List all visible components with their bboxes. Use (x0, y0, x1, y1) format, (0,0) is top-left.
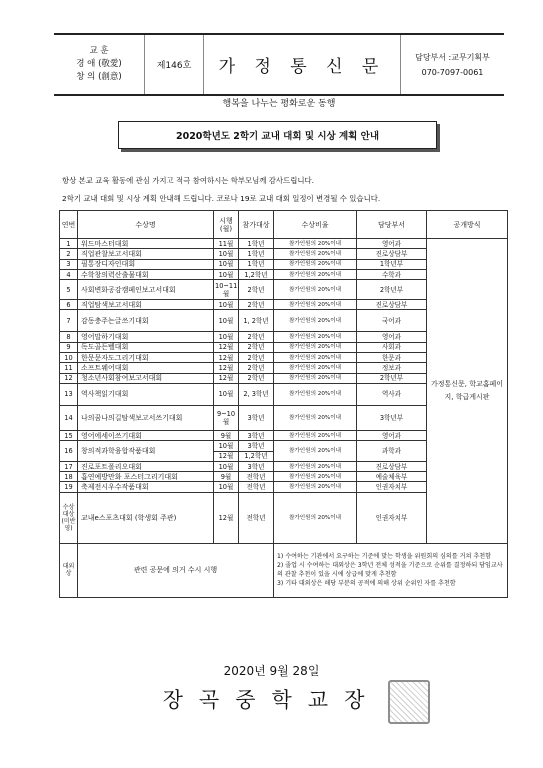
cell-number: 11 (60, 363, 78, 373)
cell-award-name: 사회변화공감캠페인보고서대회 (78, 280, 214, 300)
cell-award-name: 수학창의력산출물대회 (78, 269, 214, 279)
cell-department: 과학과 (357, 441, 427, 462)
official-seal-icon (388, 680, 430, 724)
cell-number: 6 (60, 300, 78, 310)
cell-number: 4 (60, 269, 78, 279)
cell-department: 영어과 (357, 332, 427, 342)
cell-department: 역사과 (357, 383, 427, 405)
cell-target: 2, 3학년 (239, 383, 274, 405)
motto-line: 교 훈 (89, 46, 109, 56)
school-principal: 장곡중학교장 (162, 688, 381, 712)
cell-rate: 참가인원의 20%이내 (274, 332, 357, 342)
cell-target: 1,2학년 (239, 269, 274, 279)
newsletter-title: 가 정 통 신 문 (204, 35, 401, 94)
cell-award-name: 직업관찰보고서대회 (78, 249, 214, 259)
intro-paragraph: 2학기 교내 대회 및 시상 계획 안내해 드립니다. 코로나 19로 교내 대회 일정이 변경될 수 있습니다. (62, 194, 381, 203)
slogan: 행복을 나누는 평화로운 동행 (222, 99, 336, 109)
cell-external-text: 관련 공문에 의거 수시 시행 (78, 543, 274, 597)
cell-department: 진로상담부 (357, 300, 427, 310)
cell-number: 9 (60, 342, 78, 352)
cell-number: 15 (60, 430, 78, 440)
cell-rate: 참가인원의 20%이내 (274, 259, 357, 269)
cell-department: 2학년부 (357, 280, 427, 300)
cell-month: 12월 (214, 451, 239, 461)
cell-rate: 참가인원의 20%이내 (274, 239, 357, 249)
motto-line: 경 애 (敬愛) (76, 59, 122, 69)
department-phone: 070-7097-0061 (421, 67, 484, 77)
cell-external-label: 대외상 (60, 543, 78, 597)
cell-award-name: 청소년사회참여보고서대회 (78, 373, 214, 383)
cell-month: 10~11월 (215, 281, 238, 298)
cell-award-name: 직업탐색보고서대회 (78, 300, 214, 310)
cell-award-name: 감동충주는글쓰기대회 (78, 310, 214, 332)
cell-number: 8 (60, 332, 78, 342)
note-line: 1) 수여하는 기관에서 요구하는 기준에 맞는 학생을 위원회의 심의를 거쳐 추천함 (277, 553, 491, 561)
cell-month: 10월 (214, 249, 239, 259)
intro-paragraph: 항상 본교 교육 활동에 관심 가지고 적극 참여하시는 학부모님께 감사드립니다. (62, 176, 314, 185)
cell-target: 1,2학년 (239, 451, 274, 461)
issue-date: 2020년 9월 28일 (223, 664, 320, 678)
award-schedule-table (59, 210, 508, 598)
table-header-row (60, 211, 508, 239)
cell-external-notes (274, 543, 508, 597)
cell-month: 10월 (214, 300, 239, 310)
cell-rate: 참가인원의 20%이내 (274, 482, 357, 492)
cell-rate: 참가인원의 20%이내 (274, 342, 357, 352)
cell-number: 7 (60, 310, 78, 332)
department-name: 담당부서 :교무기획부 (415, 52, 490, 62)
cell-department: 1학년부 (357, 259, 427, 269)
cell-award-name: 진로포트폴리오대회 (78, 461, 214, 471)
cell-award-name: 나의꿈나의길탐색보고서쓰기대회 (78, 405, 214, 430)
cell-rate: 참가인원의 20%이내 (274, 249, 357, 259)
department-info (401, 35, 504, 94)
cell-month: 9월 (214, 430, 239, 440)
cell-award-name: 축제전시우수작품대회 (78, 482, 214, 492)
cell-month: 9~10월 (214, 405, 239, 430)
cell-number: 14 (60, 405, 78, 430)
cell-month: 12월 (214, 363, 239, 373)
cell-award-name: 창의적과학융합작품대회 (78, 441, 214, 462)
cell-month: 10월 (214, 310, 239, 332)
cell-department: 영어과 (357, 430, 427, 440)
issue-number: 제146호 (145, 35, 204, 94)
cell-award-name: 흡연예방만화 포스터그리기대회 (78, 472, 214, 482)
cell-month: 12월 (214, 342, 239, 352)
cell-month: 12월 (214, 373, 239, 383)
header-rate: 수상비율 (274, 211, 357, 239)
header-target: 참가대상 (239, 211, 274, 239)
cell-department: 인권자치부 (357, 482, 427, 492)
cell-target: 3학년 (239, 405, 274, 430)
table-row (60, 239, 508, 249)
cell-rate: 참가인원의 20%이내 (274, 472, 357, 482)
cell-rate: 참가인원의 20%이내 (274, 430, 357, 440)
newsletter-header (54, 33, 504, 96)
table-row-external (60, 543, 508, 597)
cell-month: 10월 (214, 482, 239, 492)
cell-award-name: 독도골든벨대회 (78, 342, 214, 352)
cell-rate: 참가인원의 20%이내 (274, 492, 357, 543)
cell-number: 19 (60, 482, 78, 492)
cell-award-name: 필통장디자인대회 (78, 259, 214, 269)
cell-award-name: 소프트웨어대회 (78, 363, 214, 373)
cell-number: 10 (60, 353, 78, 363)
header-disclosure: 공개방식 (427, 211, 508, 239)
cell-target: 전학년 (239, 482, 274, 492)
cell-department: 사회과 (357, 342, 427, 352)
cell-rate: 참가인원의 20%이내 (274, 405, 357, 430)
cell-number: 2 (60, 249, 78, 259)
cell-target: 1, 2학년 (239, 310, 274, 332)
cell-rate: 참가인원의 20%이내 (274, 373, 357, 383)
cell-department: 정보과 (357, 363, 427, 373)
cell-target: 2학년 (239, 373, 274, 383)
cell-number: 5 (60, 280, 78, 300)
cell-rate: 참가인원의 20%이내 (274, 383, 357, 405)
cell-rate: 참가인원의 20%이내 (274, 310, 357, 332)
cell-rate: 참가인원의 20%이내 (274, 441, 357, 462)
header-month: 시행(월) (214, 211, 239, 239)
cell-number: 1 (60, 239, 78, 249)
cell-department: 인권자치부 (357, 492, 427, 543)
cell-award-name: 교내e스포츠대회 (학생회 주관) (78, 492, 214, 543)
cell-disclosure: 가정통신문, 학교홈페이지, 학급게시판 (427, 239, 508, 544)
cell-month: 10월 (214, 259, 239, 269)
cell-department: 국어과 (357, 310, 427, 332)
cell-award-name: 역사책읽기대회 (78, 383, 214, 405)
cell-target: 2학년 (239, 332, 274, 342)
cell-month: 12월 (214, 492, 239, 543)
cell-month: 10월 (214, 461, 239, 471)
cell-department: 진로상담부 (357, 461, 427, 471)
cell-month: 12월 (214, 353, 239, 363)
cell-month: 10월 (214, 441, 239, 451)
cell-target: 2학년 (239, 363, 274, 373)
cell-award-name: 워드마스터대회 (78, 239, 214, 249)
cell-target: 1학년 (239, 239, 274, 249)
cell-department: 진로상담부 (357, 249, 427, 259)
cell-award-name: 영어말하기대회 (78, 332, 214, 342)
header-award-name: 수상명 (78, 211, 214, 239)
cell-rate: 참가인원의 20%이내 (274, 353, 357, 363)
cell-month: 10월 (214, 332, 239, 342)
cell-target: 전학년 (239, 472, 274, 482)
cell-month: 10월 (214, 269, 239, 279)
cell-special-label: 수상대상(미반영) (60, 492, 78, 543)
notice-banner: 2020학년도 2학기 교내 대회 및 시상 계획 안내 (118, 121, 437, 149)
cell-target: 2학년 (239, 342, 274, 352)
cell-number: 16 (60, 441, 78, 462)
cell-department: 2학년부 (357, 373, 427, 383)
cell-rate: 참가인원의 20%이내 (274, 269, 357, 279)
cell-target: 2학년 (239, 300, 274, 310)
header-number: 연번 (60, 211, 78, 239)
cell-number: 3 (60, 259, 78, 269)
cell-target: 1학년 (239, 259, 274, 269)
note-line: 3) 기타 대외상은 해당 부분의 공적에 의해 상위 순위인 자를 추천함 (277, 580, 456, 588)
cell-award-name: 한문문자도그리기대회 (78, 353, 214, 363)
cell-number: 12 (60, 373, 78, 383)
note-line: 2) 졸업 시 수여하는 대외상은 3학년 전체 성적을 기준으로 순위를 결정하되 담임교사의 관찰 추천이 있을 시에 상급에 맞게 추천함 (277, 562, 503, 579)
cell-department: 영어과 (357, 239, 427, 249)
cell-department: 수학과 (357, 269, 427, 279)
cell-number: 18 (60, 472, 78, 482)
cell-target: 3학년 (239, 441, 274, 451)
school-motto (54, 35, 145, 94)
cell-department: 3학년부 (357, 405, 427, 430)
cell-department: 한문과 (357, 353, 427, 363)
cell-month: 9월 (214, 472, 239, 482)
cell-rate: 참가인원의 20%이내 (274, 300, 357, 310)
cell-month: 10월 (214, 383, 239, 405)
cell-rate: 참가인원의 20%이내 (274, 280, 357, 300)
cell-number: 13 (60, 383, 78, 405)
cell-award-name: 영어에세이쓰기대회 (78, 430, 214, 440)
cell-target: 2학년 (239, 353, 274, 363)
cell-target: 2학년 (239, 280, 274, 300)
cell-rate: 참가인원의 20%이내 (274, 363, 357, 373)
header-department: 담당부서 (357, 211, 427, 239)
cell-number: 17 (60, 461, 78, 471)
cell-target: 3학년 (239, 461, 274, 471)
cell-month: 11월 (214, 239, 239, 249)
cell-target: 3학년 (239, 430, 274, 440)
cell-target: 1학년 (239, 249, 274, 259)
cell-rate: 참가인원의 20%이내 (274, 461, 357, 471)
motto-line: 창 의 (創意) (76, 72, 122, 82)
cell-department: 예술체육부 (357, 472, 427, 482)
cell-target: 전학년 (239, 492, 274, 543)
